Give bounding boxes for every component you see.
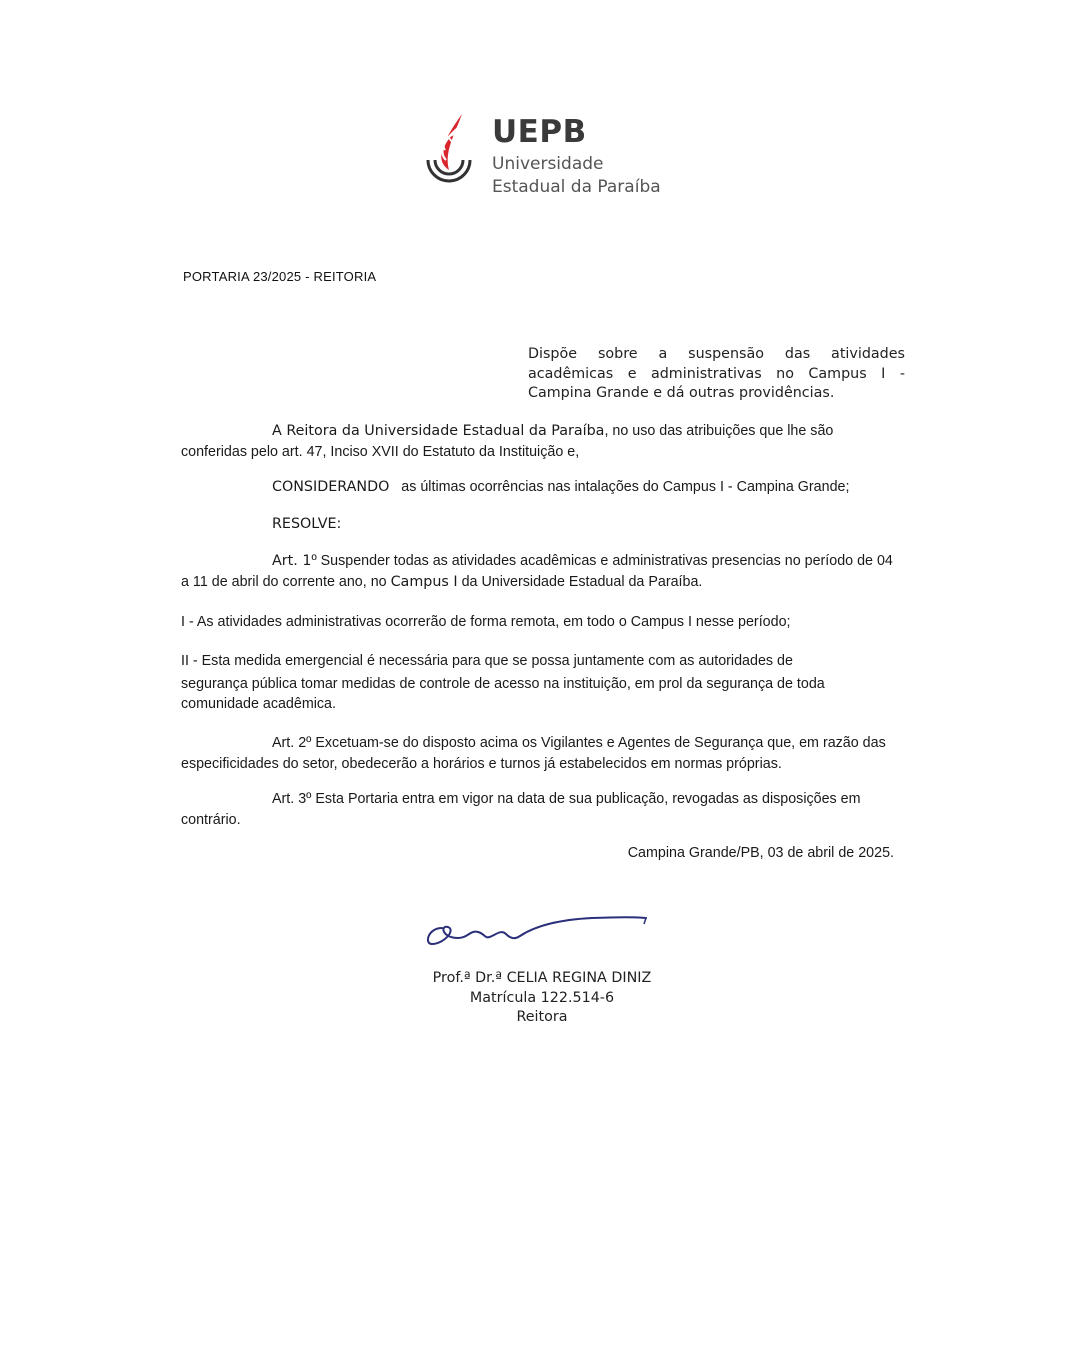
logo-brand: UEPB — [492, 114, 587, 150]
logo-line-2: Estadual da Paraíba — [492, 177, 661, 197]
art1-campus: Campus I — [390, 573, 458, 590]
art2-text: Art. 2º Excetuam-se do disposto acima os Vigilantes e Agentes de Segurança que, em razão das especificidades do setor, obedecerão a horários e turnos já estabelecidos em normas próprias. — [181, 735, 886, 772]
intro-rest: , no uso das atribuições que lhe são conferidas pelo art. 47, Inciso XVII do Estatuto da Instituição e, — [181, 423, 834, 460]
uepb-logo — [424, 110, 674, 200]
art1-end: da Universidade Estadual da Paraíba. — [457, 573, 703, 590]
logo-line-1: Universidade — [492, 154, 604, 174]
considerando-label: CONSIDERANDO — [272, 479, 390, 495]
inciso-2 — [181, 651, 901, 715]
signer-role: Reitora — [516, 1009, 568, 1025]
art1-paragraph — [181, 551, 901, 592]
ementa: Dispõe sobre a suspensão das atividades acadêmicas e administrativas no Campus I - Campina Grande e dá outras providências. — [528, 346, 905, 401]
portaria-number: PORTARIA 23/2025 - REITORIA — [183, 269, 377, 284]
signer-matricula: Matrícula 122.514-6 — [469, 989, 615, 1006]
resolve-label: RESOLVE: — [272, 516, 342, 532]
signer-name: Prof.ª Dr.ª CELIA REGINA DINIZ — [432, 970, 652, 986]
art1-text: º Suspender todas as atividades acadêmicas e administrativas presencias no período de 04 a 11 de abril do corrente ano, no — [181, 553, 893, 590]
art1-label: Art. 1 — [272, 553, 312, 569]
inciso-2-rest: segurança pública tomar medidas de controle de acesso na instituição, em prol da segurança de toda comunidade acadêmica. — [181, 675, 825, 712]
signature-image — [422, 908, 652, 953]
inciso-2-line-1: II - Esta medida emergencial é necessária para que se possa juntamente com as autoridades de — [181, 653, 793, 669]
art2-paragraph — [181, 733, 901, 774]
uepb-flame-icon — [424, 112, 474, 188]
inciso-1: I - As atividades administrativas ocorrerão de forma remota, em todo o Campus I nesse período; — [181, 614, 791, 630]
resolve-paragraph — [181, 514, 901, 535]
intro-paragraph — [181, 421, 901, 462]
issue-date: Campina Grande/PB, 03 de abril de 2025. — [627, 845, 894, 861]
signer-block — [392, 969, 692, 1028]
art3-paragraph — [181, 789, 901, 830]
considerando-text: as últimas ocorrências nas intalações do Campus I - Campina Grande; — [401, 479, 850, 495]
intro-subject: A Reitora da Universidade Estadual da Paraíba — [272, 423, 605, 439]
considerando-paragraph — [181, 477, 901, 498]
art3-text: Art. 3º Esta Portaria entra em vigor na data de sua publicação, revogadas as disposições em contrário. — [181, 791, 861, 828]
